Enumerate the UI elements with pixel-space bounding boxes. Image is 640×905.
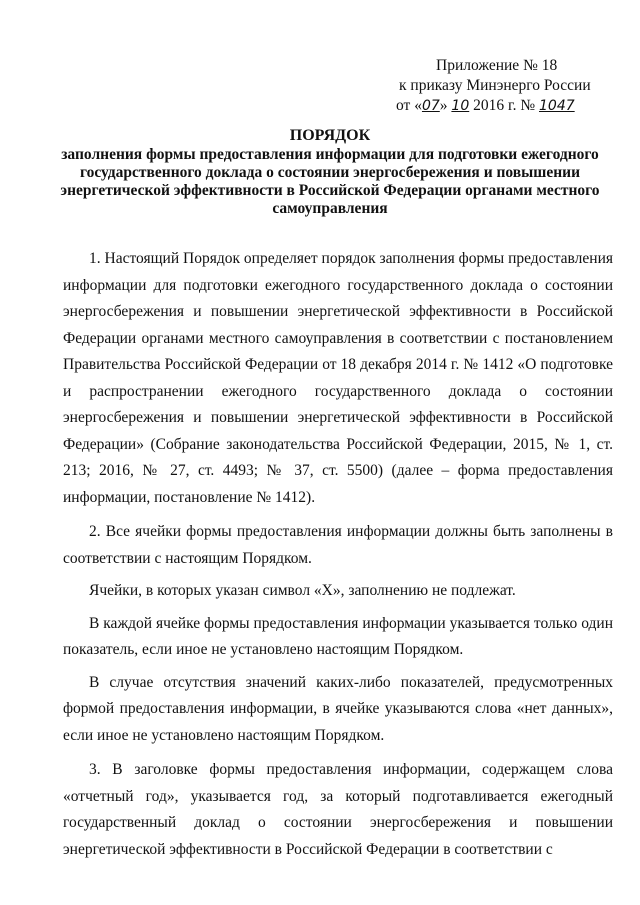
appendix-number: Приложение № 18: [436, 57, 558, 74]
paragraph-5: В случае отсутствия значений каких-либо показателей, предусмотренных формой предоставления информации, в ячейке указываются слова «нет данных», если иное не установлено настоящим Порядком.: [63, 673, 613, 744]
appendix-order-ref: к приказу Минэнерго России: [399, 77, 591, 94]
appendix-order-date: [396, 96, 626, 116]
paragraph-4: В каждой ячейке формы предоставления информации указывается только один показатель, если иное не установлено настоящим Порядком.: [63, 614, 613, 658]
date-mid: »: [439, 97, 452, 114]
paragraph-1: 1. Настоящий Порядок определяет порядок заполнения формы предоставления информации для подготовки ежегодного государственного доклада о состоянии энергосбережения и повышении энергетической эффективности в Российской Федерации органами местного самоуправления в соответствии с постановлением Правительства Российской Федерации от 18 декабря 2014 г. № 1412 «О подготовке и распространении ежегодного государственного доклада о состоянии энергосбережения и повышении энергетической эффективности в Российской Федерации» (Собрание законодательства Российской Федерации, 2015, № 1, ст. 213; 2016, № 27, ст. 4493; № 37, ст. 5500) (далее – форма предоставления информации, постановление № 1412).: [63, 250, 613, 506]
paragraph-6: 3. В заголовке формы предоставления информации, содержащем слова «отчетный год», указывается год, за который подготавливается ежегодный государственный доклад о состоянии энергосбережения и повышении энергетической эффективности в Российской Федерации в соответствии с: [63, 761, 613, 858]
handwritten-month: 10: [451, 98, 470, 114]
appendix-header: [396, 56, 626, 116]
handwritten-day: 07: [421, 98, 440, 114]
handwritten-order-number: 1047: [539, 98, 575, 114]
date-year: 2016 г. №: [469, 97, 540, 114]
document-title: [44, 126, 616, 218]
document-body: [63, 246, 613, 863]
title-main: ПОРЯДОК: [289, 127, 371, 144]
paragraph-2: 2. Все ячейки формы предоставления информации должны быть заполнены в соответствии с настоящим Порядком.: [63, 523, 613, 567]
paragraph-3: Ячейки, в которых указан символ «Х», заполнению не подлежат.: [89, 582, 516, 599]
date-prefix: от «: [396, 97, 422, 114]
title-subtitle: заполнения формы предоставления информации для подготовки ежегодного государственного доклада о состоянии энергосбережения и повышении энергетической эффективности в Российской Федерации органами местного самоуправления: [60, 146, 600, 217]
